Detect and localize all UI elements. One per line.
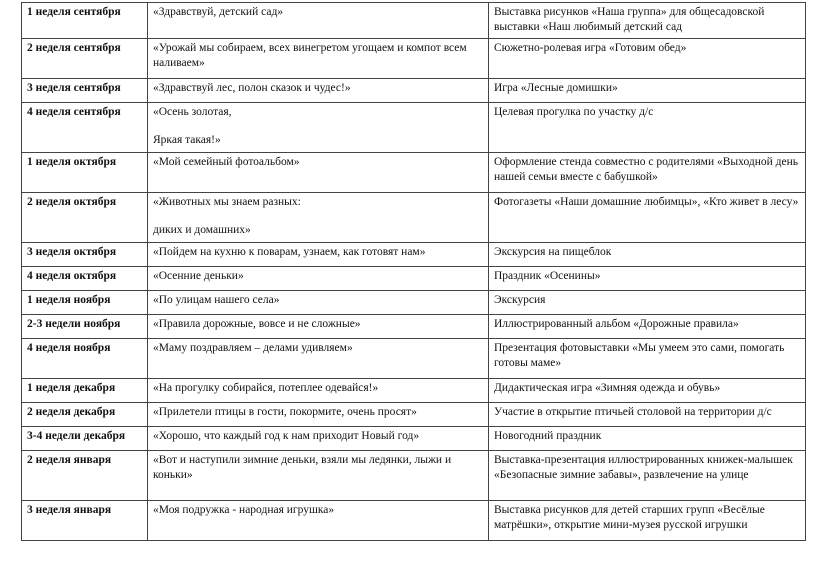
event-text: Выставка рисунков для детей старших групп «Весёлые матрёшки», открытие мини-музея русской игрушки <box>494 504 765 531</box>
event-cell <box>489 39 806 79</box>
theme-text: «Хорошо, что каждый год к нам приходит Новый год» <box>153 430 420 442</box>
event-text: Презентация фотовыставки «Мы умеем это сами, помогать готовы маме» <box>494 342 785 369</box>
week-cell: 3 неделя января <box>22 501 148 541</box>
table-row <box>22 315 806 339</box>
week-cell: 3-4 недели декабря <box>22 427 148 451</box>
plan-table <box>21 2 806 541</box>
event-cell <box>489 403 806 427</box>
theme-cell <box>148 339 489 379</box>
table-row <box>22 3 806 39</box>
event-text: Дидактическая игра «Зимняя одежда и обувь» <box>494 382 721 394</box>
theme-cell <box>148 291 489 315</box>
event-cell <box>489 315 806 339</box>
table-row <box>22 291 806 315</box>
theme-text: «Животных мы знаем разных: <box>153 196 301 208</box>
event-cell <box>489 79 806 103</box>
week-cell: 3 неделя октября <box>22 243 148 267</box>
event-cell <box>489 267 806 291</box>
week-cell: 1 неделя октября <box>22 153 148 193</box>
theme-text: «Осень золотая, <box>153 106 232 118</box>
theme-text: «На прогулку собирайся, потеплее одевайся!» <box>153 382 379 394</box>
theme-cell <box>148 39 489 79</box>
theme-text: «Здравствуй, детский сад» <box>153 6 284 18</box>
event-cell <box>489 501 806 541</box>
theme-text: «Правила дорожные, вовсе и не сложные» <box>153 318 361 330</box>
week-cell: 2 неделя сентября <box>22 39 148 79</box>
theme-text: «Урожай мы собираем, всех винегретом угощаем и компот всем наливаем» <box>153 42 467 69</box>
week-cell: 2 неделя января <box>22 451 148 501</box>
event-cell <box>489 243 806 267</box>
week-cell: 1 неделя сентября <box>22 3 148 39</box>
event-text: Оформление стенда совместно с родителями «Выходной день нашей семьи вместе с бабушкой» <box>494 156 799 183</box>
theme-cell <box>148 243 489 267</box>
event-cell <box>489 291 806 315</box>
week-cell: 4 неделя сентября <box>22 103 148 153</box>
theme-cell <box>148 315 489 339</box>
table-row <box>22 379 806 403</box>
table-row <box>22 103 806 153</box>
theme-text: «Здравствуй лес, полон сказок и чудес!» <box>153 82 351 94</box>
week-cell: 1 неделя декабря <box>22 379 148 403</box>
theme-text: «Вот и наступили зимние деньки, взяли мы ледянки, лыжи и коньки» <box>153 454 452 481</box>
event-text: Праздник «Осенины» <box>494 270 601 282</box>
theme-cell <box>148 379 489 403</box>
event-cell <box>489 451 806 501</box>
table-row <box>22 339 806 379</box>
theme-text: «Маму поздравляем – делами удивляем» <box>153 342 353 354</box>
table-row <box>22 501 806 541</box>
event-text: Фотогазеты «Наши домашние любимцы», «Кто живет в лесу» <box>494 196 799 208</box>
theme-cell <box>148 427 489 451</box>
theme-cell <box>148 501 489 541</box>
event-text: Новогодний праздник <box>494 430 602 442</box>
table-row <box>22 243 806 267</box>
theme-text: «Пойдем на кухню к поварам, узнаем, как готовят нам» <box>153 246 426 258</box>
theme-cell <box>148 79 489 103</box>
theme-text: Яркая такая!» <box>153 134 221 146</box>
event-text: Выставка-презентация иллюстрированных книжек-малышек «Безопасные зимние забавы», развлечение на улице <box>494 454 793 481</box>
week-cell: 1 неделя ноября <box>22 291 148 315</box>
event-cell <box>489 3 806 39</box>
line-gap <box>153 120 483 133</box>
event-text: Целевая прогулка по участку д/с <box>494 106 654 118</box>
theme-text: «Мой семейный фотоальбом» <box>153 156 300 168</box>
week-cell: 4 неделя октября <box>22 267 148 291</box>
event-text: Участие в открытие птичьей столовой на территории д/с <box>494 406 772 418</box>
table-row <box>22 193 806 243</box>
event-text: Экскурсия <box>494 294 546 306</box>
event-cell <box>489 379 806 403</box>
theme-cell <box>148 103 489 153</box>
table-row <box>22 403 806 427</box>
week-cell: 4 неделя ноября <box>22 339 148 379</box>
table-row <box>22 451 806 501</box>
theme-cell <box>148 153 489 193</box>
week-cell: 2-3 недели ноября <box>22 315 148 339</box>
table-row <box>22 267 806 291</box>
table-row <box>22 79 806 103</box>
event-text: Выставка рисунков «Наша группа» для общесадовской выставки «Наш любимый детский сад <box>494 6 765 33</box>
event-text: Сюжетно-ролевая игра «Готовим обед» <box>494 42 687 54</box>
event-text: Экскурсия на пищеблок <box>494 246 612 258</box>
line-gap <box>153 210 483 223</box>
theme-cell <box>148 3 489 39</box>
theme-text: «По улицам нашего села» <box>153 294 280 306</box>
theme-text: диких и домашних» <box>153 224 251 236</box>
event-cell <box>489 339 806 379</box>
theme-text: «Прилетели птицы в гости, покормите, очень просят» <box>153 406 417 418</box>
event-cell <box>489 427 806 451</box>
theme-cell <box>148 451 489 501</box>
table-row <box>22 427 806 451</box>
table-row <box>22 153 806 193</box>
theme-cell <box>148 403 489 427</box>
event-cell <box>489 193 806 243</box>
plan-document <box>21 2 805 541</box>
theme-text: «Осенние деньки» <box>153 270 244 282</box>
event-cell <box>489 103 806 153</box>
table-row <box>22 39 806 79</box>
event-text: Иллюстрированный альбом «Дорожные правила» <box>494 318 739 330</box>
week-cell: 2 неделя декабря <box>22 403 148 427</box>
theme-cell <box>148 267 489 291</box>
theme-text: «Моя подружка - народная игрушка» <box>153 504 335 516</box>
week-cell: 2 неделя октября <box>22 193 148 243</box>
event-cell <box>489 153 806 193</box>
week-cell: 3 неделя сентября <box>22 79 148 103</box>
plan-table-body <box>22 3 806 541</box>
event-text: Игра «Лесные домишки» <box>494 82 618 94</box>
theme-cell <box>148 193 489 243</box>
